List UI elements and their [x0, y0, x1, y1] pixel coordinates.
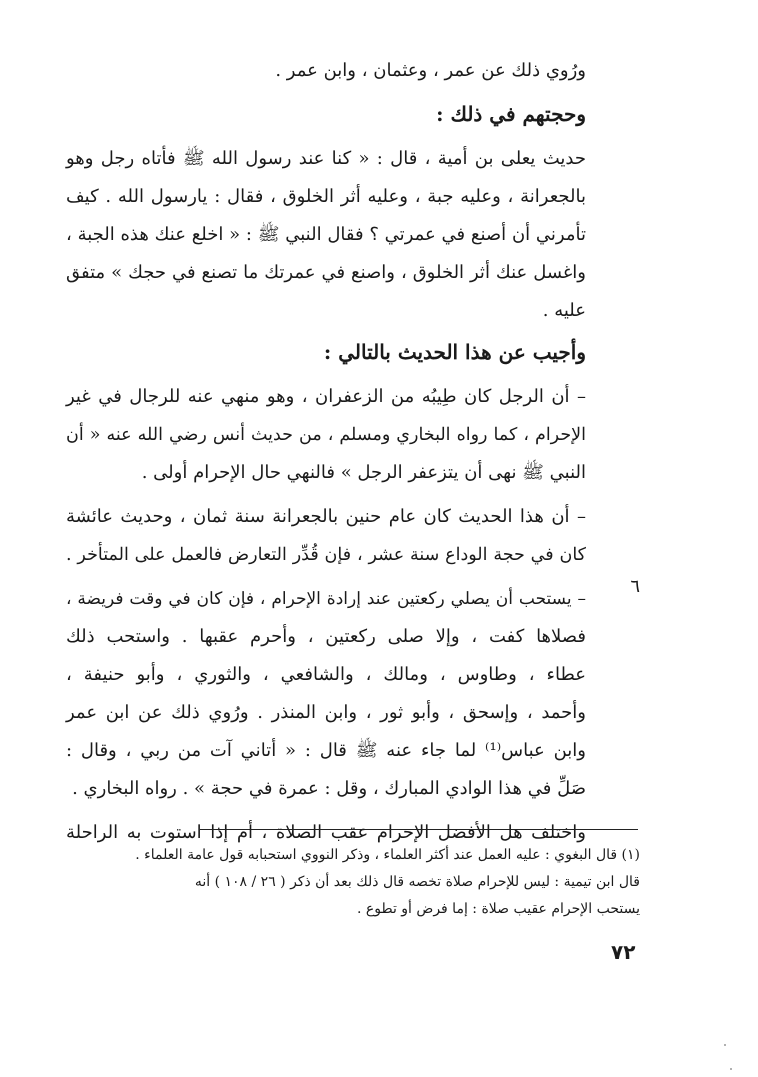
- paragraph-hadith-yala: [66, 140, 586, 330]
- paragraph-item-6: [66, 580, 586, 808]
- text-line: عليه .: [542, 300, 586, 321]
- text-line: – أن الرجل كان طِيبُه من الزعفران ، وهو منهي عنه للرجال في غير: [66, 386, 586, 407]
- text-line: وابن عباس⁽¹⁾ لما جاء عنه ﷺ قال : « أتاني آت من ربي ، وقال :: [66, 740, 586, 761]
- footnote-divider: [200, 829, 638, 830]
- footnote-line: قال ابن تيمية : ليس للإحرام صلاة تخصه قال ذلك بعد أن ذكر ( ٢٦ / ١٠٨ ) أنه: [194, 874, 640, 890]
- paragraph-answer-1: [66, 378, 586, 492]
- section-heading-1: وحجتهم في ذلك :: [436, 102, 586, 126]
- text-line: واختلف هل الأفضل الإحرام عقب الصلاة ، أم إذا استوت به الراحلة: [66, 822, 586, 843]
- main-text: [66, 52, 586, 852]
- text-line: – أن هذا الحديث كان عام حنين بالجعرانة سنة ثمان ، وحديث عائشة: [66, 506, 586, 527]
- page-number: ٧٢: [611, 940, 636, 964]
- scan-speck: [730, 1068, 732, 1070]
- text-line: صَلِّ في هذا الوادي المبارك ، وقل : عمرة في حجة » . رواه البخاري .: [72, 778, 586, 799]
- section-heading-2: وأجيب عن هذا الحديث بالتالي :: [323, 340, 586, 364]
- text-line: كان في حجة الوداع سنة عشر ، فإن قُدِّر التعارض فالعمل على المتأخر .: [66, 545, 586, 565]
- text-line: الإحرام ، كما رواه البخاري ومسلم ، من حديث أنس رضي الله عنه « أن: [66, 425, 586, 445]
- intro-line: ورُوي ذلك عن عمر ، وعثمان ، وابن عمر .: [275, 60, 586, 81]
- text-line: – يستحب أن يصلي ركعتين عند إرادة الإحرام ، فإن كان في وقت فريضة ،: [66, 589, 586, 609]
- text-line: فصلاها كفت ، وإلا صلى ركعتين ، وأحرم عقبها . واستحب ذلك: [66, 626, 586, 647]
- footnotes: [100, 842, 640, 923]
- footnote-line: يستحب الإحرام عقيب صلاة : إما فرض أو تطوع .: [356, 901, 640, 917]
- text-line: النبي ﷺ نهى أن يتزعفر الرجل » فالنهي حال الإحرام أولى .: [141, 462, 586, 483]
- text-line: تأمرني أن أصنع في عمرتي ؟ فقال النبي ﷺ : « اخلع عنك هذه الجبة ،: [66, 224, 586, 245]
- scan-speck: [724, 1044, 726, 1046]
- footnote-line: (١) قال البغوي : عليه العمل عند أكثر العلماء ، وذكر النووي استحبابه قول عامة العلماء .: [135, 847, 640, 863]
- text-line: بالجعرانة ، وعليه جبة ، وعليه أثر الخلوق ، فقال : يارسول الله . كيف: [66, 186, 586, 207]
- text-line: وأحمد ، وإسحق ، وأبو ثور ، وابن المنذر . ورُوي ذلك عن ابن عمر: [66, 702, 586, 723]
- text-line: واغسل عنك أثر الخلوق ، واصنع في عمرتك ما تصنع في حجك » متفق: [66, 262, 586, 283]
- paragraph-answer-2: [66, 498, 586, 574]
- text-line: عطاء ، وطاوس ، ومالك ، والشافعي ، والثوري ، وأبو حنيفة ،: [66, 664, 586, 685]
- item-number: ٦: [630, 576, 640, 597]
- text-line: حديث يعلى بن أمية ، قال : « كنا عند رسول الله ﷺ فأتاه رجل وهو: [66, 148, 586, 169]
